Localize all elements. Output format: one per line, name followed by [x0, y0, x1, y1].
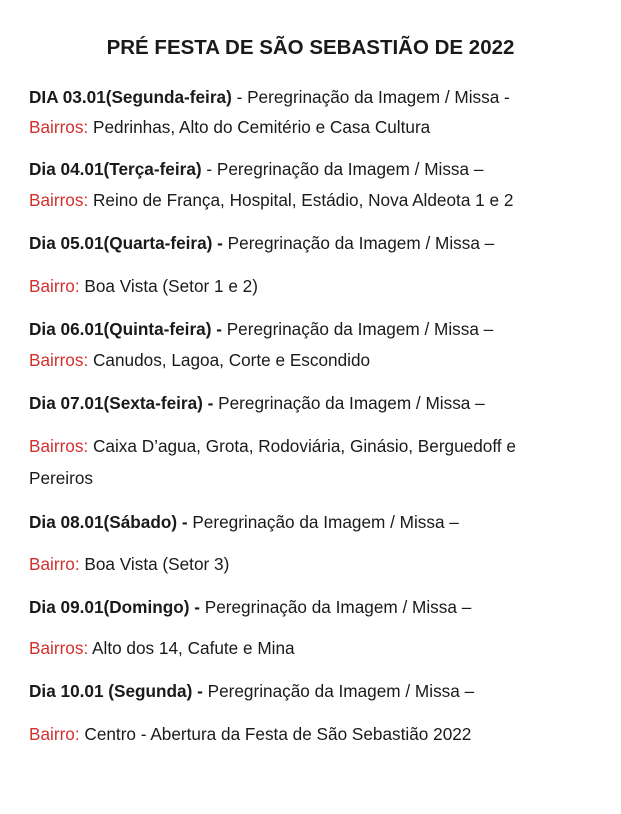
entry-day-line	[29, 158, 483, 180]
entry-day-line	[29, 392, 485, 414]
entry-bairros-line	[29, 637, 295, 659]
entry-bairros-cont-line	[29, 467, 93, 489]
bairros-text: Pedrinhas, Alto do Cemitério e Casa Cultura	[88, 117, 431, 137]
bairros-text: Alto dos 14, Cafute e Mina	[88, 638, 295, 658]
entry-day-line	[29, 232, 494, 254]
entry-day-line	[29, 318, 493, 340]
activity-text: Peregrinação da Imagem / Missa –	[221, 319, 494, 339]
activity-text: Peregrinação da Imagem / Missa –	[202, 681, 475, 701]
bairro-label: Bairros:	[29, 638, 89, 658]
day-label: Dia 09.01(Domingo) -	[29, 597, 200, 617]
entry-day-line	[29, 511, 459, 533]
activity-text: Peregrinação da Imagem / Missa –	[187, 512, 459, 532]
entry-bairros-line	[29, 435, 516, 457]
entry-bairros-line	[29, 553, 229, 575]
bairro-label: Bairros:	[29, 190, 89, 210]
entry-day-line	[29, 596, 471, 618]
entry-bairros-line	[29, 116, 430, 138]
day-label: Dia 04.01(Terça-feira)	[29, 159, 202, 179]
page-title: PRÉ FESTA DE SÃO SEBASTIÃO DE 2022	[106, 36, 515, 59]
day-label: Dia 07.01(Sexta-feira) -	[29, 393, 214, 413]
bairro-label: Bairro:	[29, 724, 80, 744]
bairros-text: Centro - Abertura da Festa de São Sebastião 2022	[79, 724, 472, 744]
bairro-label: Bairro:	[29, 276, 80, 296]
bairro-label: Bairros:	[29, 350, 89, 370]
entry-bairros-line	[29, 189, 513, 211]
day-label: Dia 06.01(Quinta-feira) -	[29, 319, 222, 339]
entry-bairros-line	[29, 349, 370, 371]
bairros-text: Boa Vista (Setor 1 e 2)	[79, 276, 258, 296]
entry-bairros-line	[29, 723, 471, 745]
bairros-text: Boa Vista (Setor 3)	[79, 554, 230, 574]
bairro-label: Bairros:	[29, 436, 89, 456]
bairros-text: Caixa D’agua, Grota, Rodoviária, Ginásio, Berguedoff e	[88, 436, 516, 456]
activity-text: Peregrinação da Imagem / Missa –	[222, 233, 495, 253]
day-label: Dia 08.01(Sábado) -	[29, 512, 188, 532]
activity-text: Peregrinação da Imagem / Missa –	[199, 597, 472, 617]
bairro-label: Bairros:	[29, 117, 89, 137]
entry-bairros-line	[29, 275, 258, 297]
entry-day-line	[29, 86, 510, 108]
entry-day-line	[29, 680, 474, 702]
day-label: Dia 05.01(Quarta-feira) -	[29, 233, 223, 253]
bairros-text: Canudos, Lagoa, Corte e Escondido	[88, 350, 371, 370]
day-label: DIA 03.01(Segunda-feira)	[29, 87, 232, 107]
day-label: Dia 10.01 (Segunda) -	[29, 681, 203, 701]
activity-text: - Peregrinação da Imagem / Missa -	[231, 87, 510, 107]
bairros-text: Reino de França, Hospital, Estádio, Nova Aldeota 1 e 2	[88, 190, 514, 210]
activity-text: - Peregrinação da Imagem / Missa –	[201, 159, 484, 179]
bairros-text-continued: Pereiros	[29, 468, 93, 488]
bairro-label: Bairro:	[29, 554, 80, 574]
activity-text: Peregrinação da Imagem / Missa –	[213, 393, 485, 413]
